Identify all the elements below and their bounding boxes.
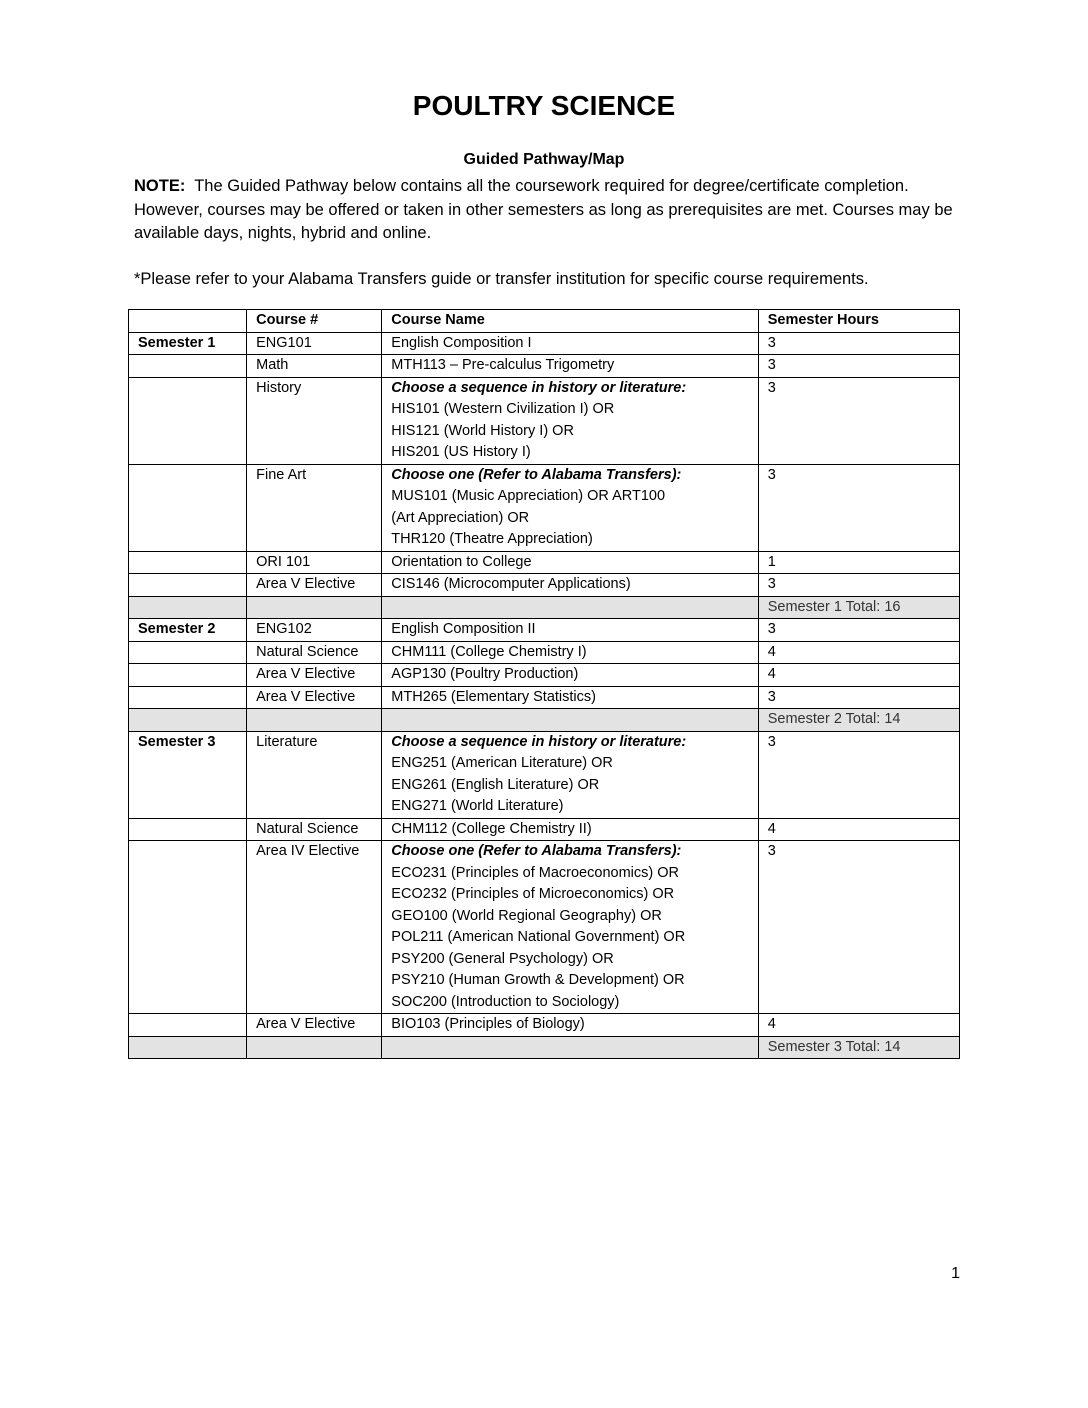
course-number-cell: Area V Elective [247, 574, 382, 597]
course-name-line: POL211 (American National Government) OR [391, 929, 686, 945]
course-name-line: English Composition II [391, 621, 536, 637]
semester-cell [129, 841, 247, 1014]
course-name-cell [382, 464, 758, 551]
semester-hours-cell: 3 [758, 377, 959, 464]
semester-hours-cell: 3 [758, 619, 959, 642]
course-name-cell [382, 731, 758, 818]
course-name-line: PSY200 (General Psychology) OR [391, 950, 614, 967]
course-name-cell [382, 355, 758, 378]
course-row [129, 1014, 960, 1037]
instruction-text: Choose one (Refer to Alabama Transfers): [391, 843, 682, 859]
course-row [129, 619, 960, 642]
empty-cell [247, 709, 382, 732]
course-name-line: MTH113 – Pre-calculus Trigometry [391, 357, 615, 373]
semester-cell: Semester 1 [129, 332, 247, 355]
note-text: The Guided Pathway below contains all the coursework required for degree/certificate completion. However, courses may be offered or taken in other semesters as long as prerequisites are met. Courses may be available days, nights, hybrid and online. [134, 177, 953, 242]
semester-hours-cell: 3 [758, 841, 959, 1014]
empty-cell [247, 596, 382, 619]
course-name-line: HIS121 (World History I) OR [391, 422, 574, 439]
note-label: NOTE [134, 177, 180, 195]
semester-cell [129, 355, 247, 378]
course-name-line: MTH265 (Elementary Statistics) [391, 688, 596, 705]
course-name-line: ENG251 (American Literature) OR [391, 755, 613, 771]
course-number-cell: History [247, 377, 382, 464]
semester-hours-cell: 3 [758, 464, 959, 551]
semester-cell [129, 664, 247, 687]
course-name-line: AGP130 (Poultry Production) [391, 666, 579, 682]
course-name-line: English Composition I [391, 334, 532, 351]
semester-total: Semester 3 Total: 14 [758, 1036, 959, 1059]
course-name-line: PSY210 (Human Growth & Development) OR [391, 972, 685, 988]
table-header-cell: Course Name [382, 310, 758, 333]
course-row [129, 355, 960, 378]
semester-hours-cell: 4 [758, 818, 959, 841]
course-row [129, 664, 960, 687]
course-name-line: (Art Appreciation) OR [391, 509, 530, 526]
course-name-cell [382, 619, 758, 642]
semester-cell [129, 574, 247, 597]
course-name-line: HIS101 (Western Civilization I) OR [391, 401, 615, 417]
semester-hours-cell: 3 [758, 731, 959, 818]
course-name-line: Orientation to College [391, 553, 532, 570]
page-number: 1 [951, 1265, 960, 1282]
course-name-line: ECO232 (Principles of Microeconomics) OR [391, 886, 675, 902]
semester-hours-cell: 4 [758, 1014, 959, 1037]
table-header-cell [129, 310, 247, 333]
course-name-cell [382, 686, 758, 709]
course-row [129, 574, 960, 597]
course-row [129, 641, 960, 664]
semester-hours-cell: 4 [758, 641, 959, 664]
course-row [129, 731, 960, 818]
course-row [129, 332, 960, 355]
course-number-cell: Literature [247, 731, 382, 818]
semester-hours-cell: 3 [758, 686, 959, 709]
note-paragraph: NOTE: The Guided Pathway below contains all the coursework required for degree/certificate completion. However, courses may be offered or taken in other semesters as long as prerequisites are met. Courses may be available days, nights, hybrid and online. [134, 177, 953, 242]
course-number-cell: Natural Science [247, 641, 382, 664]
course-name-line: ENG261 (English Literature) OR [391, 776, 600, 793]
empty-cell [382, 1036, 758, 1059]
table-header-cell: Course # [247, 310, 382, 333]
course-name-line: CHM111 (College Chemistry I) [391, 643, 587, 660]
semester-hours-cell: 3 [758, 332, 959, 355]
course-name-cell [382, 664, 758, 687]
empty-cell [129, 596, 247, 619]
course-number-cell: ENG102 [247, 619, 382, 642]
semester-cell [129, 551, 247, 574]
semester-hours-cell: 1 [758, 551, 959, 574]
semester-total: Semester 2 Total: 14 [758, 709, 959, 732]
empty-cell [382, 709, 758, 732]
empty-cell [382, 596, 758, 619]
pathway-table [128, 309, 960, 1059]
course-row [129, 686, 960, 709]
instruction-text: Choose a sequence in history or literature: [391, 733, 687, 750]
page-subtitle: Guided Pathway/Map [463, 151, 625, 168]
course-number-cell: Math [247, 355, 382, 378]
semester-hours-cell: 3 [758, 574, 959, 597]
course-name-cell [382, 377, 758, 464]
course-name-cell [382, 574, 758, 597]
course-number-cell: Area V Elective [247, 664, 382, 687]
page-title: POULTRY SCIENCE [412, 90, 676, 121]
course-name-cell [382, 1014, 758, 1037]
course-name-cell [382, 841, 758, 1014]
empty-cell [129, 709, 247, 732]
course-name-line: BIO103 (Principles of Biology) [391, 1016, 585, 1032]
course-number-cell: Area V Elective [247, 686, 382, 709]
semester-cell [129, 818, 247, 841]
course-row [129, 464, 960, 551]
course-number-cell: Fine Art [247, 464, 382, 551]
semester-total: Semester 1 Total: 16 [758, 596, 959, 619]
semester-cell [129, 641, 247, 664]
course-name-line: CIS146 (Microcomputer Applications) [391, 576, 631, 592]
semester-cell [129, 686, 247, 709]
semester-total-row [129, 596, 960, 619]
course-number-cell: ORI 101 [247, 551, 382, 574]
course-name-line: ENG271 (World Literature) [391, 798, 564, 814]
refer-note: *Please refer to your Alabama Transfers guide or transfer institution for specific course requirements. [134, 270, 869, 288]
course-name-line: HIS201 (US History I) [391, 444, 531, 460]
course-name-line: THR120 (Theatre Appreciation) [391, 531, 593, 547]
course-name-line: SOC200 (Introduction to Sociology) [391, 993, 620, 1010]
table-header-cell: Semester Hours [758, 310, 959, 333]
course-name-cell [382, 551, 758, 574]
course-name-cell [382, 641, 758, 664]
empty-cell [129, 1036, 247, 1059]
course-row [129, 818, 960, 841]
course-row [129, 841, 960, 1014]
semester-total-row [129, 1036, 960, 1059]
semester-cell [129, 1014, 247, 1037]
course-name-line: CHM112 (College Chemistry II) [391, 820, 592, 837]
semester-total-row [129, 709, 960, 732]
semester-hours-cell: 3 [758, 355, 959, 378]
semester-cell: Semester 2 [129, 619, 247, 642]
semester-cell [129, 377, 247, 464]
course-number-cell: Natural Science [247, 818, 382, 841]
course-number-cell: ENG101 [247, 332, 382, 355]
instruction-text: Choose a sequence in history or literature: [391, 379, 687, 396]
course-name-line: GEO100 (World Regional Geography) OR [391, 907, 662, 924]
course-row [129, 377, 960, 464]
course-number-cell: Area IV Elective [247, 841, 382, 1014]
course-number-cell: Area V Elective [247, 1014, 382, 1037]
empty-cell [247, 1036, 382, 1059]
semester-cell [129, 464, 247, 551]
semester-hours-cell: 4 [758, 664, 959, 687]
course-name-line: ECO231 (Principles of Macroeconomics) OR [391, 864, 679, 881]
course-row [129, 551, 960, 574]
semester-cell: Semester 3 [129, 731, 247, 818]
table-header-row [129, 310, 960, 333]
instruction-text: Choose one (Refer to Alabama Transfers): [391, 466, 682, 483]
course-name-line: MUS101 (Music Appreciation) OR ART100 [391, 488, 666, 504]
course-name-cell [382, 818, 758, 841]
course-name-cell [382, 332, 758, 355]
